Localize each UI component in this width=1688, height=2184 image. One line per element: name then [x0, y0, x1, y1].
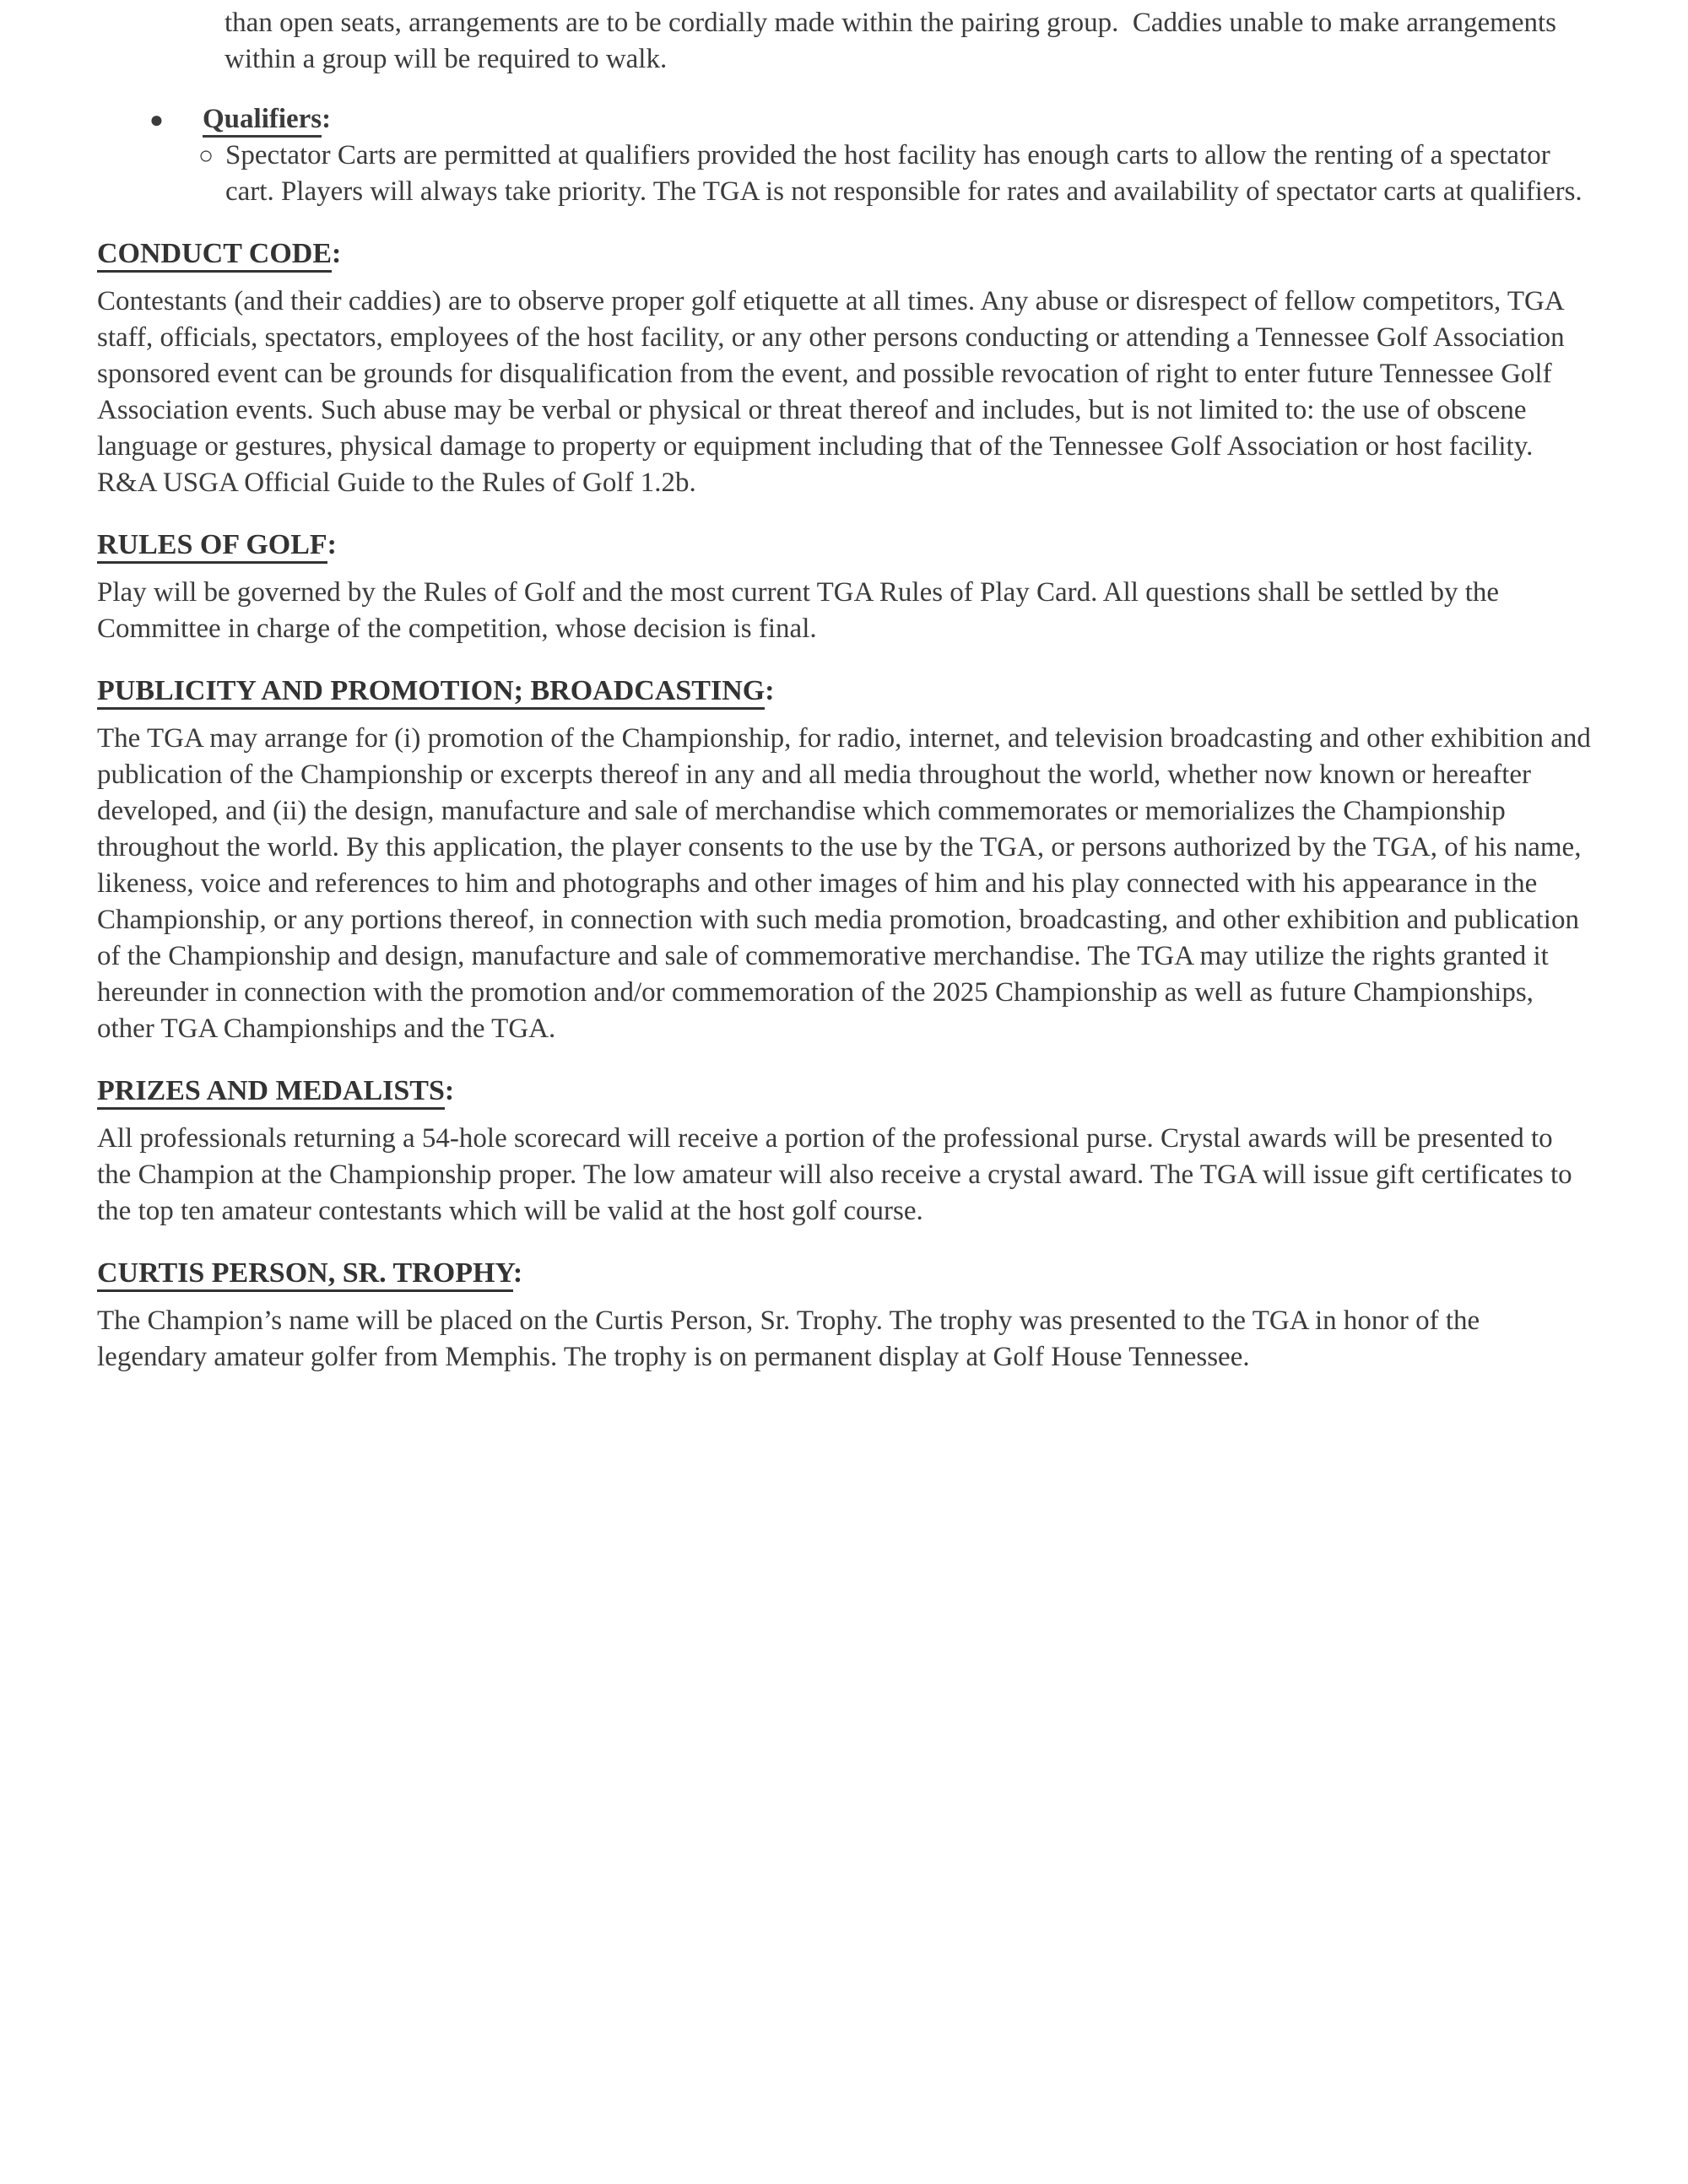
section-heading-text: CURTIS PERSON, SR. TROPHY — [97, 1257, 513, 1292]
section-heading-text: RULES OF GOLF — [97, 529, 327, 564]
section-curtis-person-trophy — [97, 1255, 1593, 1376]
qualifiers-label: Qualifiers — [203, 104, 322, 138]
section-prizes-and-medalists — [97, 1073, 1593, 1230]
section-heading-text: CONDUCT CODE — [97, 238, 332, 273]
bullet-icon: ● — [149, 107, 164, 133]
circle-bullet-icon: ○ — [198, 142, 214, 170]
section-paragraph: The TGA may arrange for (i) promotion of the Championship, for radio, internet, and television broadcasting and other exhibition and publication of the Championship or excerpts thereof in any and all media throughout the world, whether now known or hereafter developed, and (ii) the design, manufacture and sale of merchandise which commemorates or memorializes the Championship throughout the world. By this application, the player consents to the use by the TGA, or persons authorized by the TGA, of his name, likeness, voice and references to him and photographs and other images of him and his play connected with his appearance in the Championship, or any portions thereof, in connection with such media promotion, broadcasting, and other exhibition and publication of the Championship and design, manufacture and sale of commemorative merchandise. The TGA may utilize the rights granted it hereunder in connection with the promotion and/or commemoration of the 2025 Championship as well as future Championships, other TGA Championships and the TGA. — [97, 723, 1591, 1044]
section-conduct-code — [97, 235, 1593, 501]
section-heading-text: PUBLICITY AND PROMOTION; BROADCASTING — [97, 675, 765, 710]
heading-colon: : — [332, 238, 342, 269]
section-heading — [97, 235, 1593, 272]
section-publicity-broadcasting — [97, 673, 1593, 1047]
section-paragraph: Contestants (and their caddies) are to observe proper golf etiquette at all times. Any abuse or disrespect of fellow competitors, TGA staff, officials, spectators, employees of the host facility, or any other persons conducting or attending a Tennessee Golf Association sponsored event can be grounds for disqualification from the event, and possible revocation of right to enter future Tennessee Golf Association events. Such abuse may be verbal or physical or threat thereof and includes, but is not limited to: the use of obscene language or gestures, physical damage to property or equipment including that of the Tennessee Golf Association or host facility. R&A USGA Official Guide to the Rules of Golf 1.2b. — [97, 286, 1565, 498]
section-paragraph: Play will be governed by the Rules of Golf and the most current TGA Rules of Play Card. All questions shall be settled by the Committee in charge of the competition, whose decision is final. — [97, 577, 1500, 644]
section-heading-text: PRIZES AND MEDALISTS — [97, 1075, 445, 1110]
section-paragraph: The Champion’s name will be placed on the Curtis Person, Sr. Trophy. The trophy was presented to the TGA in honor of the legendary amateur golfer from Memphis. The trophy is on permanent display at Golf House Tennessee. — [97, 1306, 1480, 1372]
heading-colon: : — [765, 675, 775, 706]
spectator-carts-sub-item — [97, 138, 1593, 210]
section-heading — [97, 1073, 1593, 1109]
continuation-paragraph: than open seats, arrangements are to be cordially made within the pairing group. Caddies unable to make arrangements within a group will be required to walk. — [225, 8, 1564, 74]
qualifiers-colon: : — [322, 104, 332, 134]
section-heading — [97, 527, 1593, 563]
sub-bullet-text: Spectator Carts are permitted at qualifiers provided the host facility has enough carts to allow the renting of a spectator cart. Players will always take priority. The TGA is not responsible for rates and availability of spectator carts at qualifiers. — [225, 140, 1582, 207]
section-heading — [97, 673, 1593, 709]
qualifiers-label-wrap — [203, 104, 331, 138]
qualifiers-bullet-item — [97, 101, 1593, 138]
section-paragraph: All professionals returning a 54-hole scorecard will receive a portion of the professional purse. Crystal awards will be presented to the Champion at the Championship proper. The low amateur will also receive a crystal award. The TGA will issue gift certificates to the top ten amateur contestants which will be valid at the host golf course. — [97, 1123, 1572, 1226]
section-rules-of-golf — [97, 527, 1593, 647]
heading-colon: : — [444, 1075, 455, 1106]
section-heading — [97, 1255, 1593, 1291]
heading-colon: : — [512, 1257, 523, 1289]
heading-colon: : — [327, 529, 337, 560]
page-content — [97, 5, 1593, 1376]
